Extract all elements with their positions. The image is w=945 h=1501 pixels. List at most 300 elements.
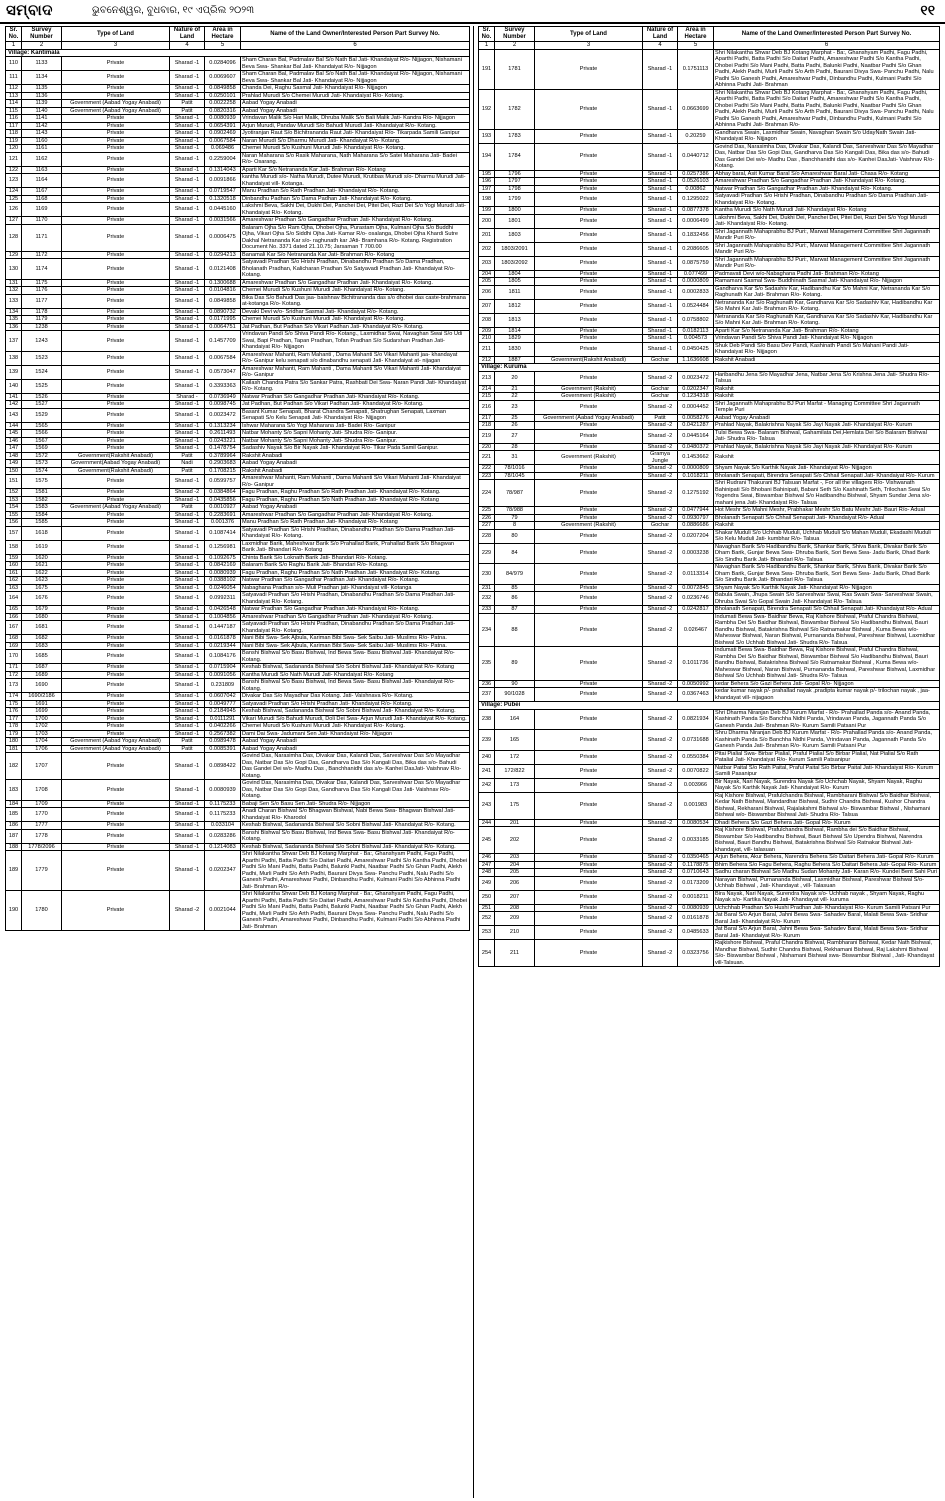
owner-names: Nabaghana Pradhan s/o- Muli Pradhan jati- Khandaiyat vill- Kotanga — [241, 584, 470, 592]
land-nature: Gramya Jungle — [643, 451, 678, 465]
area-hectare: 0.0524484 — [678, 299, 714, 313]
land-nature: Sharad -1 — [170, 693, 205, 701]
land-nature: Sharad -2 — [643, 778, 678, 792]
land-nature: Sharad -1 — [170, 519, 205, 527]
land-type: Private — [535, 529, 643, 543]
area-hectare: 0.1832456 — [678, 228, 714, 242]
owner-names: Fagu Pradhan, Raghu Pradhan S/o Nath Pradhan Jati- Khandaiyat R/o- Kotang. — [241, 569, 470, 577]
land-type: Private — [535, 680, 643, 688]
land-type: Private — [62, 166, 170, 174]
sr-no: 227 — [479, 522, 495, 530]
land-nature: Sharad -1 — [170, 174, 205, 188]
owner-names: Keshab Bishwal, Sadananda Bishwal S/o Sobni Bishwal Jati- Khandaiyat R/o- Kotang. — [241, 708, 470, 716]
sr-no: 135 — [6, 316, 22, 324]
owner-names: Shri Rudrani Thakurani BJ Talsuan Marfat -, For all the villagers R/o- Vishwanath Bahinipati S/o Bhobani Bahinipati, Babani Seth S/o Kashinath Seth, Trilochan Swai S/o Yogendra Swai, Biswambar Bishwal S/o Hadibandhu Bishwal, Shyam Sundar Jena s/o- mahani jena Jati- Khandaiyat R/o- Talsua — [714, 480, 940, 507]
left-column — [5, 26, 470, 1498]
survey-number: 1706 — [22, 745, 62, 753]
owner-names: Haribandhu Jena S/o Mayadhar Jena, Natbar Jena S/o Krishna Jena Jati- Shudra R/o- Talsua — [714, 371, 940, 385]
table-row — [479, 393, 940, 401]
village-label: Village: Kantimala — [6, 49, 470, 57]
land-nature: Sharad -2 — [643, 613, 678, 647]
land-nature: Sharad -1 — [170, 808, 205, 822]
sr-no: 178 — [6, 723, 22, 731]
area-hectare: 0.1295022 — [678, 193, 714, 207]
table-row — [6, 188, 470, 196]
sr-no: 235 — [479, 647, 495, 681]
owner-names: Shri Nilakantha Shwar Deb BJ Kotang Marphat - Ba:, Ghanshyam Padhi, Fagu Padhi, Aparthi Padhi, Batta Padhi S/o Daitari Padhi, Amareshwar Padhi S/o Kantha Padhi, Dhobei Padhi S/o Mani Padhi, Batta Padhi, Balunki Padhi, Naatbar Padhi S/o Ghan Padhi, Alekh Padhi, Murli Padhi S/o Arth Padhi, Baurani Divya Swa- Panchu Padhi, Nalu Padhi S/o Ganesh Padhi, Amareshwar Padhi, Dinbandhu Padhi, Kulmani Padhi S/o Abhinna Padhi Jati- Brahman R/o- — [241, 851, 470, 891]
sr-no: 247 — [479, 861, 495, 869]
header-area: Area in Hectare — [678, 27, 714, 42]
survey-number: 172/822 — [495, 764, 535, 778]
land-type: Government (Aabad Yogay Anabadi) — [62, 107, 170, 115]
sr-no: 170 — [6, 650, 22, 664]
survey-number: 164 — [495, 709, 535, 730]
survey-number: 1243 — [22, 331, 62, 352]
owner-names: Rakshit Anabadi — [714, 356, 940, 364]
table-row — [479, 256, 940, 270]
owner-names: Satyavadi Pradhan S/o Hrishi Pradhan, Dinabandhu Pradhan S/o Dama Pradhan Jati- Khandaiyat R/o- Kotang. — [241, 592, 470, 606]
land-type: Private — [535, 242, 643, 256]
area-hectare: 0.0367463 — [678, 688, 714, 702]
survey-number: 165 — [495, 730, 535, 751]
table-row — [479, 861, 940, 869]
land-nature: Patit — [170, 467, 205, 475]
land-type: Private — [535, 861, 643, 869]
table-row — [6, 316, 470, 324]
area-hectare: 0.0000809 — [678, 278, 714, 286]
owner-names: Rakshit — [714, 385, 940, 393]
sr-no: 242 — [479, 778, 495, 792]
table-row — [6, 664, 470, 672]
area-hectare: 0.0480372 — [678, 443, 714, 451]
land-nature: Sharad -1 — [170, 71, 205, 85]
dateline: ଭୁବନେଶ୍ୱର, ବୁଧବାର, ୧୯ ଏପ୍ରିଲ ୨୦୨୩ — [92, 5, 255, 16]
sr-no: 254 — [479, 940, 495, 967]
area-hectare: 0.2283691 — [205, 511, 241, 519]
area-hectare: 0.0898422 — [205, 753, 241, 780]
survey-number: 208 — [495, 904, 535, 912]
sr-no: 190 — [6, 891, 22, 931]
table-row — [479, 890, 940, 904]
land-nature: Sharad -2 — [643, 592, 678, 606]
area-hectare: 0.0820316 — [205, 107, 241, 115]
owner-names: Abhay baral, Asit Kumar Baral S/o Amareshwar Baral Jati- Chasa R/o- Kotang — [714, 170, 940, 178]
owner-names: Natwar Pradhan S/o Gangadhar Pradhan Jati- Khandaiyat R/o- Kotang. — [241, 577, 470, 585]
land-type: Private — [62, 445, 170, 453]
survey-number: 1675 — [22, 584, 62, 592]
sr-no: 215 — [479, 393, 495, 401]
land-nature: Sharad -1 — [170, 437, 205, 445]
table-row — [6, 323, 470, 331]
sr-no: 234 — [479, 613, 495, 647]
owner-names: Nani Bibi Swa- Sek Ajbula, Kariman Bibi Swa- Sek Saibu Jati- Muslims R/o- Patna. — [241, 635, 470, 643]
owner-names: Dami Dai Swa- Jadumani Sen Jati- Khandaiyat R/o- Nijjagon — [241, 730, 470, 738]
table-row — [6, 738, 470, 746]
land-type: Private — [535, 270, 643, 278]
survey-number: 1134 — [22, 71, 62, 85]
area-hectare: 0.1256981 — [205, 540, 241, 554]
table-row — [6, 843, 470, 851]
column-number: 2 — [22, 42, 62, 50]
sr-no: 168 — [6, 635, 22, 643]
area-hectare: 0.0067584 — [205, 351, 241, 365]
sr-no: 138 — [6, 351, 22, 365]
owner-names: Chanda Dei, Raghu Sasmal Jati- Khandaiyat R/o- Nijjagon — [241, 85, 470, 93]
land-type: Private — [62, 526, 170, 540]
column-number-row — [479, 42, 940, 50]
area-hectare: 0.0719547 — [205, 188, 241, 196]
land-type: Private — [535, 400, 643, 414]
area-hectare: 0.0021044 — [205, 891, 241, 931]
survey-number: 1681 — [22, 621, 62, 635]
survey-number: 84 — [495, 543, 535, 564]
owner-names: Satyavadi Pradhan S/o Hrishi Pradhan, Dinabandhu Pradhan S/o Dama Pradhan Jati- Khandaiyat R/o- Kotang. — [714, 193, 940, 207]
land-nature: Sharad -1 — [170, 851, 205, 891]
survey-number: 1529 — [22, 408, 62, 422]
area-hectare: 0.0049777 — [205, 700, 241, 708]
land-type: Private — [535, 313, 643, 327]
area-hectare: 0.0477944 — [678, 507, 714, 515]
land-nature: Sharad -1 — [170, 137, 205, 145]
land-type: Private — [62, 331, 170, 352]
sr-no: 203 — [479, 256, 495, 270]
table-row — [6, 152, 470, 166]
land-type: Government(Rakshit Anabadi) — [62, 452, 170, 460]
area-hectare: 0.0283286 — [205, 829, 241, 843]
owner-names: Sham Charan Bal, Padmalav Bal S/o Nath Bal Jati- Khandaiyat R/o- Nijjagon, Nishamani Beva Swa- Shankar Bal Jati- Khandaiyat R/o- Nijjagon — [241, 57, 470, 71]
owner-names: Gandharva Kar S/o Sadashiv Kar, Hadibandhu Kar S/o Mahni Kar, Netrananda Kar S/o Raghunath Kar Jati- Brahman R/o- Kotang. — [714, 285, 940, 299]
land-type: Private — [62, 843, 170, 851]
survey-number: 1778/2096 — [22, 843, 62, 851]
survey-number: 1584 — [22, 511, 62, 519]
land-type: Private — [535, 869, 643, 877]
land-nature: Sharad -1 — [170, 822, 205, 830]
land-type: Private — [62, 57, 170, 71]
owner-names: Aabad Yogay Anabadi — [241, 460, 470, 468]
survey-number: 1779 — [22, 851, 62, 891]
land-type: Private — [535, 178, 643, 186]
land-type: Private — [62, 408, 170, 422]
table-header-row — [479, 27, 940, 42]
land-type: Private — [62, 723, 170, 731]
survey-number: 1621 — [22, 562, 62, 570]
land-type: Private — [62, 562, 170, 570]
sr-no: 208 — [479, 313, 495, 327]
area-hectare: 0.0435856 — [205, 496, 241, 504]
header-sr: Sr. No. — [6, 27, 22, 42]
land-type: Private — [62, 715, 170, 723]
land-nature: Sharad -2 — [643, 912, 678, 926]
table-row — [479, 522, 940, 530]
land-nature: Sharad -1 — [643, 270, 678, 278]
table-row — [6, 650, 470, 664]
land-nature: Sharad -1 — [170, 188, 205, 196]
area-hectare: 0.1178875 — [678, 861, 714, 869]
sr-no: 206 — [479, 285, 495, 299]
area-hectare: 0.003966 — [678, 778, 714, 792]
land-type: Private — [62, 152, 170, 166]
land-nature: Sharad -2 — [643, 709, 678, 730]
table-row — [6, 137, 470, 145]
land-type: Private — [535, 688, 643, 702]
survey-number: 21 — [495, 385, 535, 393]
land-type: Private — [535, 465, 643, 473]
area-hectare: 0.0023472 — [678, 371, 714, 385]
owner-names: Shri Nilakantha Shwar Deb BJ Kotang Marphat - Ba:, Ghanshyam Padhi, Fagu Padhi, Aparthi Padhi, Batta Padhi S/o Daitari Padhi, Amareshwar Padhi S/o Kantha Padhi, Dhobei Padhi S/o Mani Padhi, Batta Padhi, Balunki Padhi, Naatbar Padhi S/o Ghan Padhi, Alekh Padhi, Murli Padhi S/o Arth Padhi, Baurani Divya Swa- Panchu Padhi, Nalu Padhi S/o Ganesh Padhi, Amareshwar Padhi, Dinbandhu Padhi, Kulmani Padhi S/o Abhinna Padhi Jati- Brahman — [241, 891, 470, 931]
sr-no: 121 — [6, 152, 22, 166]
owner-names: Aabad Yogay Anabadi — [241, 107, 470, 115]
table-row — [6, 822, 470, 830]
land-nature: Sharad -2 — [643, 422, 678, 430]
survey-number: 1164 — [22, 174, 62, 188]
owner-names: Bika Das S/o Bahudi Das jaa- baishnav Bichitrananda das s/o dhobei das caste-brahmana at-kotanga R/o- Kotang. — [241, 294, 470, 308]
land-nature: Sharad -1 — [170, 606, 205, 614]
land-nature: Sharad -1 — [643, 170, 678, 178]
owner-names: Padmavati Devi w/o-Nabaghana Padhi Jati- Brahman R/o- Kotang — [714, 270, 940, 278]
land-type: Private — [535, 514, 643, 522]
land-nature: Sharad -1 — [170, 829, 205, 843]
owner-names: Dhadi Behera S/o Gazi Behera Jati- Gopal R/o- Kurum — [714, 819, 940, 827]
land-type: Private — [535, 912, 643, 926]
survey-number: 78/988 — [495, 507, 535, 515]
survey-number: 207 — [495, 890, 535, 904]
survey-number: 1172 — [22, 251, 62, 259]
survey-number: 201 — [495, 819, 535, 827]
survey-number: 1167 — [22, 188, 62, 196]
owner-names: Banshi Bishwal S/o Basu Bishwal, Ind Bewa Swa- Basu Bishwal Jati- Khandaiyat R/o- Kotang. — [241, 650, 470, 664]
owner-names: Arjun Murudi, Pandav Murudi S/o Bahudi Murudi Jati- Khandaiyat R/o- Kotang. — [241, 122, 470, 130]
sr-no: 172 — [6, 671, 22, 679]
table-row — [479, 480, 940, 507]
table-row — [479, 178, 940, 186]
land-type: Private — [62, 287, 170, 295]
survey-number: 89 — [495, 647, 535, 681]
area-hectare: 0.0890732 — [205, 308, 241, 316]
land-type: Private — [62, 401, 170, 409]
owner-names: Amareshwar Pradhan S/o Gangadhar Pradhan Jati- Khandaiyat R/o- Kotang. — [714, 178, 940, 186]
land-type: Private — [535, 185, 643, 193]
owner-names: Natwar Pradhan S/o Gangadhar Pradhan Jati- Khandaiyat R/o- Kotang. — [241, 606, 470, 614]
table-row — [479, 429, 940, 443]
owner-names: Aparti Kar S/o Netrananda Kar Jati- Brahman R/o- Kotang — [241, 166, 470, 174]
survey-number: 1777 — [22, 822, 62, 830]
survey-number: 78/1045 — [495, 472, 535, 480]
table-row — [6, 621, 470, 635]
table-row — [479, 876, 940, 890]
owner-names: Divakar Das S/o Mayadhar Das Kotang. Jati- Vaishnava R/o- Kotang. — [241, 693, 470, 701]
owner-names: Rakshit — [714, 522, 940, 530]
survey-number: 173 — [495, 778, 535, 792]
land-type: Private — [62, 693, 170, 701]
table-row — [479, 472, 940, 480]
land-nature: Sharad -1 — [170, 843, 205, 851]
table-row — [6, 592, 470, 606]
sr-no: 123 — [6, 174, 22, 188]
land-type: Private — [62, 592, 170, 606]
owner-names: Netrananda Kar S/o Raghunath Kar, Gandharva Kar S/o Sadashiv Kar, Hadibandhu Kar S/o Mahni Kar Jati- Brahman R/o- Kotang. — [714, 313, 940, 327]
sr-no: 214 — [479, 385, 495, 393]
land-type: Private — [535, 207, 643, 215]
land-nature: Sharad -2 — [643, 854, 678, 862]
survey-number: 1623 — [22, 577, 62, 585]
owner-names: Jat Padhan, But Padhan S/o Vikari Padhan Jati- Khandaiyat R/o- Kotang. — [241, 401, 470, 409]
survey-number: 1709 — [22, 800, 62, 808]
area-hectare: 0.0599757 — [205, 475, 241, 489]
table-row — [6, 723, 470, 731]
land-type: Private — [62, 294, 170, 308]
table-row — [479, 688, 940, 702]
column-number: 1 — [6, 42, 22, 50]
sr-no: 158 — [6, 540, 22, 554]
owner-names: kantha Murudi s/o- Natha Murudi, Dutee Murudi, Krutibas Murudi s/o- Dharmu Murudi Jati- Khandaiyat vill- Kotanga. — [241, 174, 470, 188]
owner-names: Manu Pradhan S/o Rath Pradhan Jati- Khandaiyat R/o- Kotang. — [241, 188, 470, 196]
land-nature: Sharad -1 — [170, 700, 205, 708]
land-type: Private — [62, 780, 170, 801]
table-row — [6, 287, 470, 295]
owner-names: Bholanath Senapati, Birendra Senapati S/o Chhail Senapati Jati- Khandaiyat R/o- Kurum — [714, 472, 940, 480]
land-type: Private — [535, 926, 643, 940]
land-nature: Sharad -1 — [170, 401, 205, 409]
owner-names: Lakshmi Beva, Sakhi Dei, Dukhi Dei, Panchei Dei, Pitei Dei, Razi Dei S/o Yogi Murudi Jati- Khandaiyat R/o- Kotang. — [241, 203, 470, 217]
survey-number: 1171 — [22, 224, 62, 251]
table-row — [6, 671, 470, 679]
area-hectare: 0.2611493 — [205, 430, 241, 438]
survey-number: 1525 — [22, 379, 62, 393]
owner-names: Keshab Bishwal, Sadananda Bishwal S/o Sobni Bishwal Jati- Khandaiyat R/o- Kotang. — [241, 843, 470, 851]
land-type: Private — [62, 800, 170, 808]
header-type: Type of Land — [535, 27, 643, 42]
survey-number: 90/1028 — [495, 688, 535, 702]
sr-no: 204 — [479, 270, 495, 278]
area-hectare: 0.1453662 — [678, 451, 714, 465]
land-nature: Sharad -1 — [643, 342, 678, 356]
area-hectare: 0.0654391 — [205, 122, 241, 130]
land-nature: Sharad -1 — [643, 89, 678, 129]
survey-number: 1567 — [22, 437, 62, 445]
owner-names: Aabad Yogay Anabadi — [714, 414, 940, 422]
land-nature: Sharad -2 — [643, 940, 678, 967]
table-row — [6, 365, 470, 379]
area-hectare: 0.0069607 — [205, 71, 241, 85]
land-nature: Sharad -1 — [643, 299, 678, 313]
land-nature: Sharad -1 — [170, 730, 205, 738]
column-number: 3 — [62, 42, 170, 50]
land-nature: Sharad -2 — [643, 564, 678, 585]
land-type: Private — [62, 700, 170, 708]
table-row — [479, 285, 940, 299]
land-nature: Patit — [170, 504, 205, 512]
land-nature: Patit — [170, 452, 205, 460]
owner-names: Keshab Bishwal, Sadananda Bishwal S/o Sobni Bishwal Jati- Khandaiyat R/o- Kotang. — [241, 822, 470, 830]
table-row — [6, 679, 470, 693]
area-hectare: 0.1314043 — [205, 166, 241, 174]
land-type: Private — [62, 279, 170, 287]
table-row — [6, 715, 470, 723]
sr-no: 196 — [479, 178, 495, 186]
survey-number: 1704 — [22, 738, 62, 746]
survey-number: 1799 — [495, 193, 535, 207]
table-row — [479, 335, 940, 343]
sr-no: 240 — [479, 750, 495, 764]
owner-names: Shakar Muduli S/o Uchhab Muduli, Uchhab Muduli S/o Mahan Muduli, Ekadashi Muduli S/o Kelu Muduli Jati- kumbhar R/o- Talsua — [714, 529, 940, 543]
village-row — [479, 364, 940, 372]
area-hectare: 0.0284096 — [205, 57, 241, 71]
land-nature: Sharad -1 — [643, 285, 678, 299]
sr-no: 217 — [479, 414, 495, 422]
land-type: Government(Aabad Yogay Anabadi) — [62, 460, 170, 468]
table-row — [479, 207, 940, 215]
area-hectare: 0.0886686 — [678, 522, 714, 530]
land-nature: Sharad -2 — [643, 688, 678, 702]
sr-no: 147 — [6, 445, 22, 453]
owner-names: Amareshwar Pradhan S/o Gangadhar Pradhan Jati- Khandaiyat R/o- Kotang. — [241, 613, 470, 621]
header-survey: Survey Number — [495, 27, 535, 42]
land-nature: Sharad -1 — [170, 753, 205, 780]
land-type: Private — [535, 564, 643, 585]
area-hectare: 0.0450425 — [678, 342, 714, 356]
owner-names: Shri Jagannath Mahaprabhu BJ Puri Marfat - Managing Committee Shri Jagannath Temple Puri — [714, 400, 940, 414]
survey-number: 79 — [495, 514, 535, 522]
survey-number: 202 — [495, 827, 535, 854]
sr-no: 131 — [6, 279, 22, 287]
survey-number: 1782 — [495, 89, 535, 129]
owner-names: Jat Baral S/o Arjun Baral, Jahni Bewa Swa- Sahadev Baral, Malati Bewa Swa- Sridhar Baral Jati- Khandaiyat R/o- Kurum — [714, 926, 940, 940]
sr-no: 142 — [6, 401, 22, 409]
sr-no: 221 — [479, 451, 495, 465]
survey-number: 1620 — [22, 554, 62, 562]
sr-no: 195 — [479, 170, 495, 178]
owner-names: Vrindavan Pandi S/o Shiva Pandi Jati- Khandaiyat R/o- Nijjagon — [714, 335, 940, 343]
land-type: Private — [535, 940, 643, 967]
area-hectare: 0.0091056 — [205, 671, 241, 679]
sr-no: 218 — [479, 422, 495, 430]
land-type: Private — [535, 876, 643, 890]
column-number: 3 — [535, 42, 643, 50]
land-type: Private — [62, 308, 170, 316]
survey-number: 1136 — [22, 92, 62, 100]
area-hectare: 0.0219344 — [205, 642, 241, 650]
area-hectare: 0.0161878 — [205, 635, 241, 643]
table-row — [479, 912, 940, 926]
table-row — [6, 251, 470, 259]
column-number: 4 — [170, 42, 205, 50]
land-nature: Nadi — [170, 460, 205, 468]
land-nature: Sharad -2 — [643, 371, 678, 385]
area-hectare: 0.001376 — [205, 519, 241, 527]
sr-no: 133 — [6, 294, 22, 308]
area-hectare: 0.0421287 — [678, 422, 714, 430]
sr-no: 177 — [6, 715, 22, 723]
owner-names: Shri Nilakantha Shwar Deb BJ Kotang Marphat - Ba:, Ghanshyam Padhi, Fagu Padhi, Aparthi Padhi, Batta Padhi S/o Daitari Padhi, Amareshwar Padhi S/o Kantha Padhi, Dhobei Padhi S/o Mani Padhi, Batta Padhi, Balunki Padhi, Naatbar Padhi S/o Ghan Padhi, Alekh Padhi, Murli Padhi S/o Arth Padhi, Baurani Divya Swa- Panchu Padhi, Nalu Padhi S/o Ganesh Padhi, Amareshwar Padhi, Dinbandhu Padhi, Kulmani Padhi S/o Abhinna Padhi Jati- Brahman R/o- — [714, 89, 940, 129]
land-type: Private — [535, 335, 643, 343]
owner-names: kedar kumar nayak p/- prahallad nayak ,pradipta kumar nayak p/- trilochan nayak , jaa- khandayat vill- nijagaon — [714, 688, 940, 702]
survey-number: 1707 — [22, 753, 62, 780]
survey-number: 210 — [495, 926, 535, 940]
sr-no: 117 — [6, 122, 22, 130]
survey-number: 1170 — [22, 217, 62, 225]
survey-number: 87 — [495, 606, 535, 614]
table-row — [479, 185, 940, 193]
area-hectare: 0.0550384 — [678, 750, 714, 764]
land-type: Government(Rakshit Anabadi) — [62, 467, 170, 475]
table-row — [6, 71, 470, 85]
table-row — [6, 519, 470, 527]
sr-no: 186 — [6, 822, 22, 830]
land-nature: Sharad -2 — [643, 465, 678, 473]
sr-no: 130 — [6, 259, 22, 280]
land-type: Private — [62, 679, 170, 693]
sr-no: 111 — [6, 71, 22, 85]
